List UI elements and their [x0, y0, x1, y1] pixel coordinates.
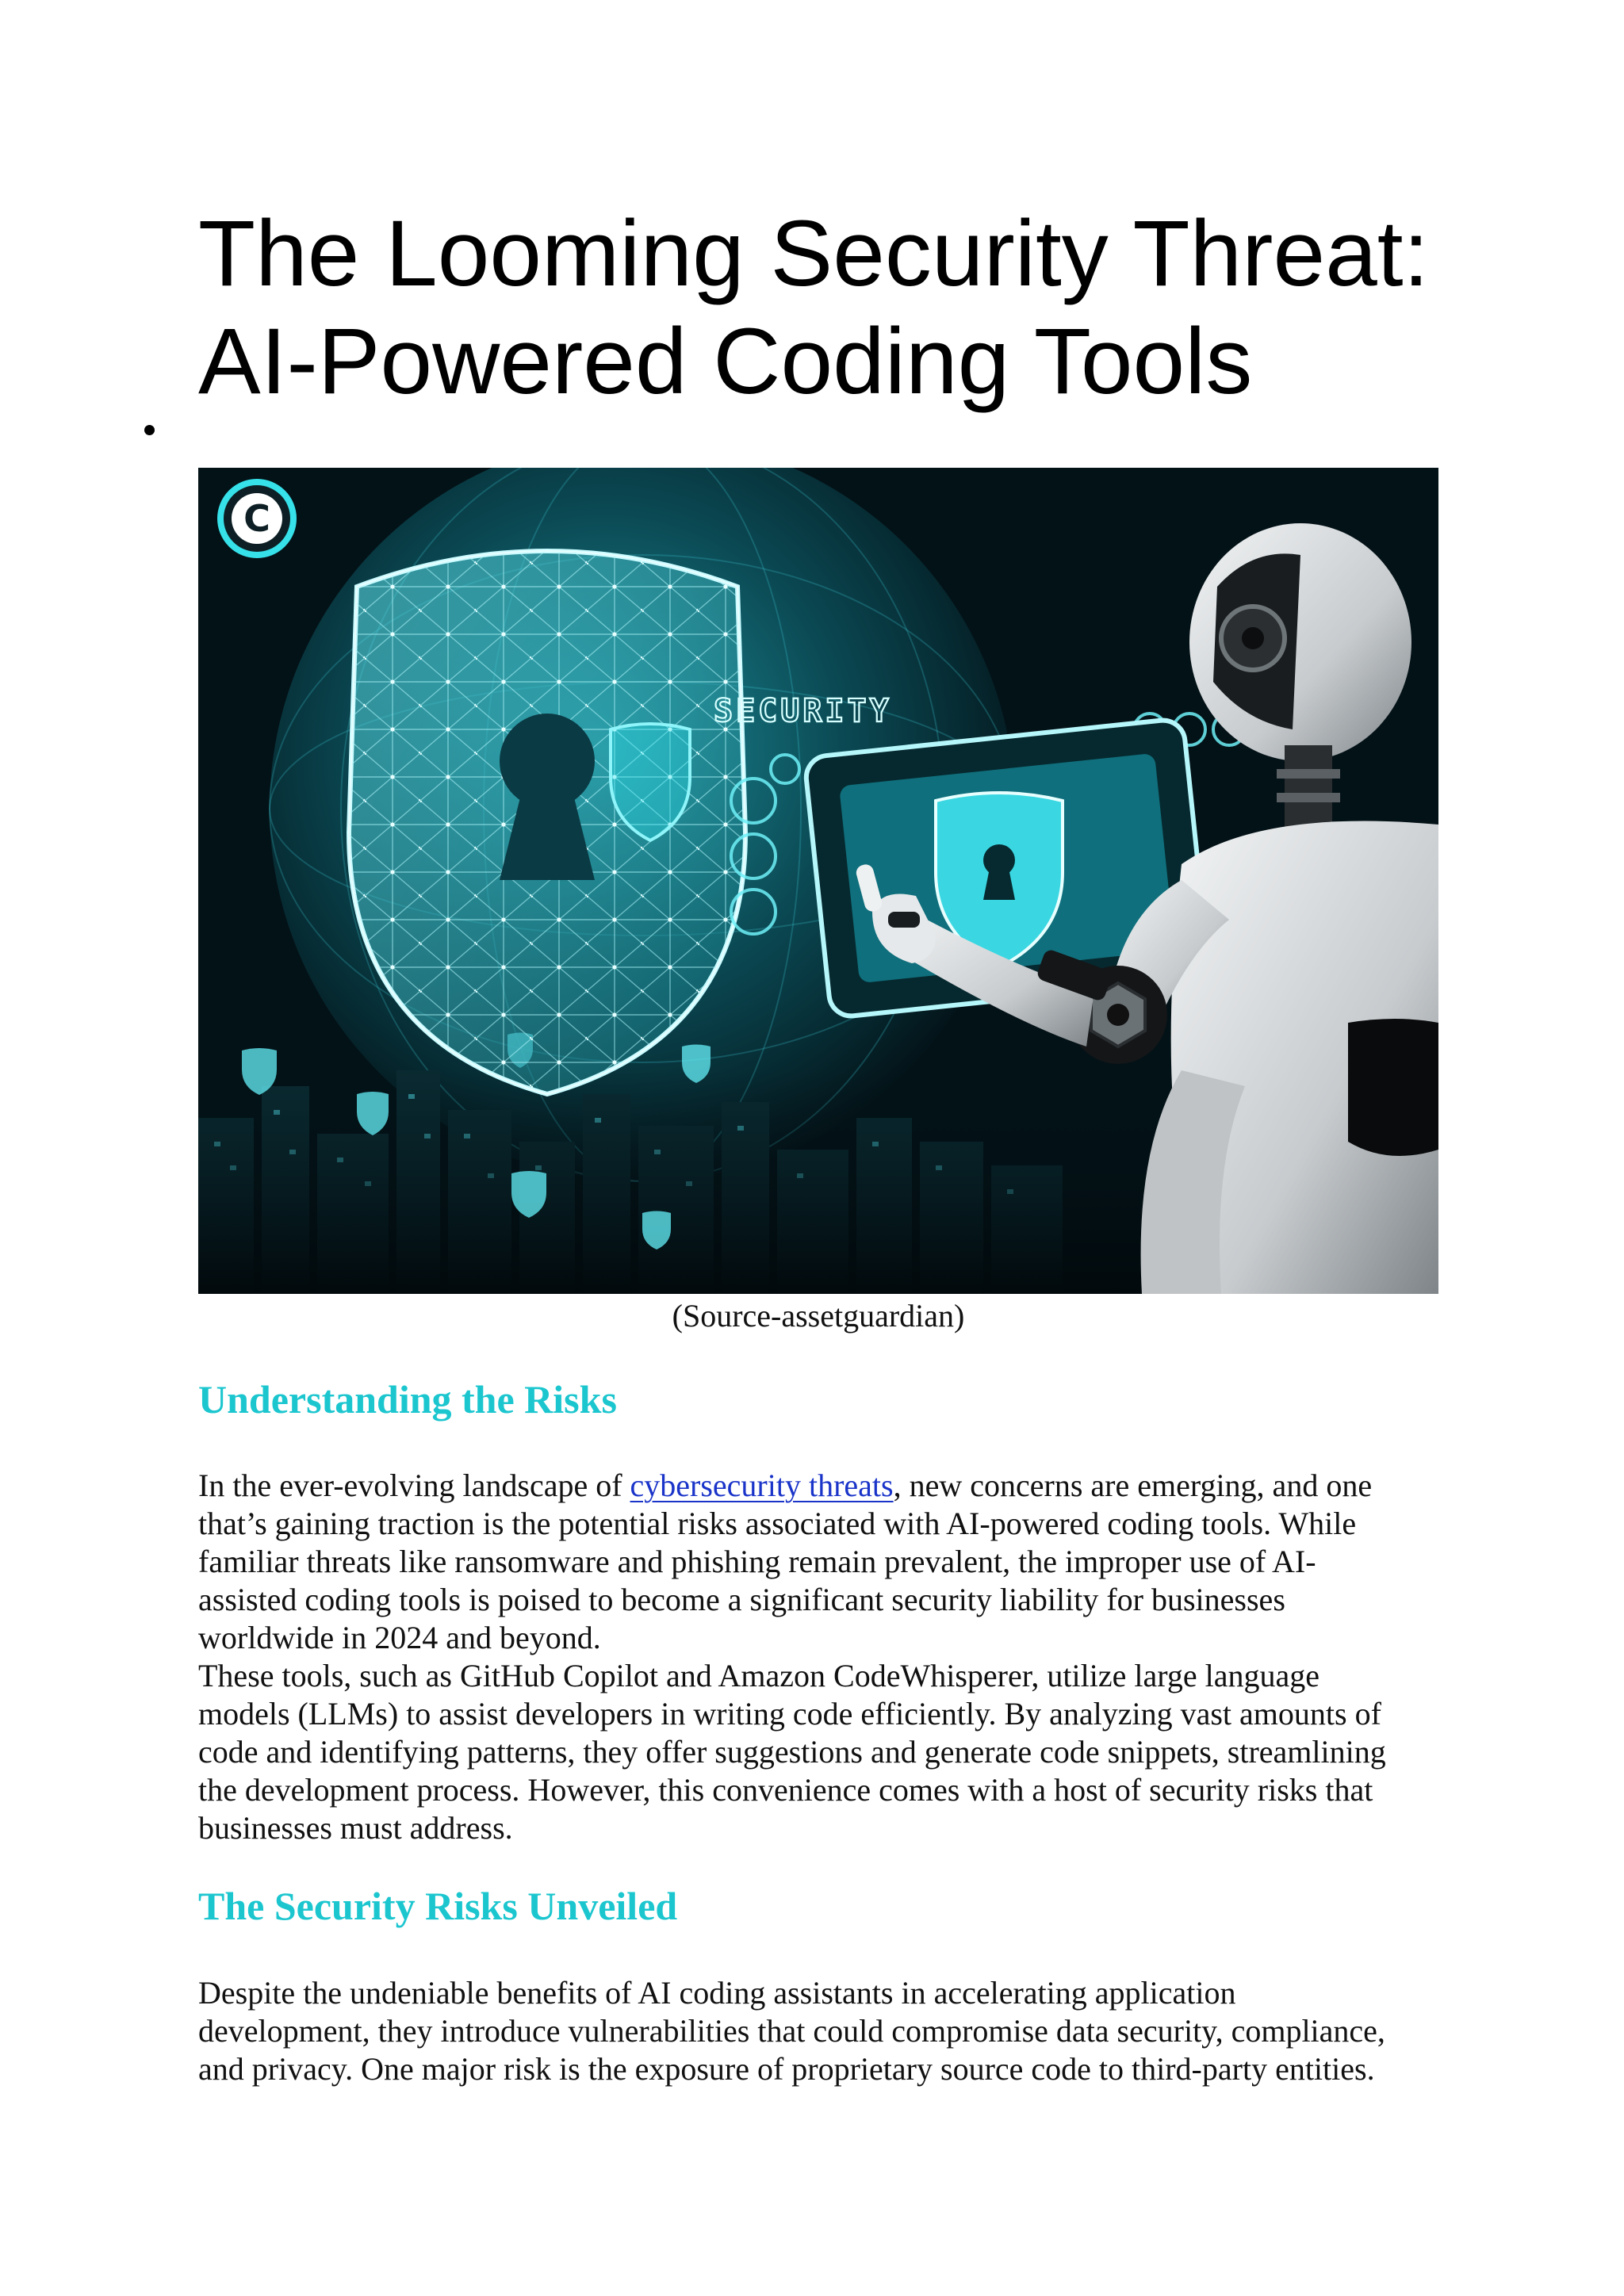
paragraph-line: In the ever-evolving landscape of cybersecurity threats, new concerns are emerging, and one — [198, 1468, 1373, 1503]
paragraph-line: assisted coding tools is poised to become a significant security liability for businesses — [198, 1582, 1285, 1617]
brand-logo — [220, 482, 293, 555]
paragraph-line: worldwide in 2024 and beyond. — [198, 1620, 601, 1655]
paragraph-risks — [198, 1974, 1467, 2088]
paragraph-line: models (LLMs) to assist developers in writing code efficiently. By analyzing vast amounts of — [198, 1696, 1381, 1732]
logo-letter: C — [243, 497, 270, 540]
paragraph-line: and privacy. One major risk is the exposure of proprietary source code to third-party entities. — [198, 2051, 1375, 2087]
paragraph-line: code and identifying patterns, they offer suggestions and generate code snippets, streamlining — [198, 1734, 1386, 1770]
paragraph-line: These tools, such as GitHub Copilot and Amazon CodeWhisperer, utilize large language — [198, 1658, 1320, 1693]
paragraph-line: familiar threats like ransomware and phishing remain prevalent, the improper use of AI- — [198, 1544, 1316, 1579]
cybersecurity-threats-link[interactable]: cybersecurity threats — [630, 1468, 894, 1503]
hero-image — [198, 468, 1438, 1294]
security-robot-illustration — [198, 468, 1438, 1294]
paragraph-line: the development process. However, this convenience comes with a host of security risks that — [198, 1772, 1373, 1808]
paragraph-line: Despite the undeniable benefits of AI coding assistants in accelerating application — [198, 1975, 1236, 2011]
section-heading-understanding-risks: Understanding the Risks — [198, 1377, 617, 1422]
paragraph-tools — [198, 1657, 1467, 1847]
article-title — [198, 200, 1546, 415]
paragraph-line: businesses must address. — [198, 1810, 513, 1846]
section-heading-security-risks-unveiled: The Security Risks Unveiled — [198, 1884, 678, 1928]
title-line-1: The Looming Security Threat: — [198, 201, 1430, 306]
list-bullet — [144, 425, 155, 435]
security-sign: SECURITY — [714, 693, 892, 729]
paragraph-line: that’s gaining traction is the potential risks associated with AI-powered coding tools. While — [198, 1506, 1357, 1541]
paragraph-line: development, they introduce vulnerabilities that could compromise data security, compliance, — [198, 2013, 1385, 2049]
title-line-2: AI-Powered Coding Tools — [198, 309, 1253, 414]
paragraph-intro — [198, 1467, 1467, 1657]
image-caption: (Source-assetguardian) — [672, 1298, 965, 1334]
